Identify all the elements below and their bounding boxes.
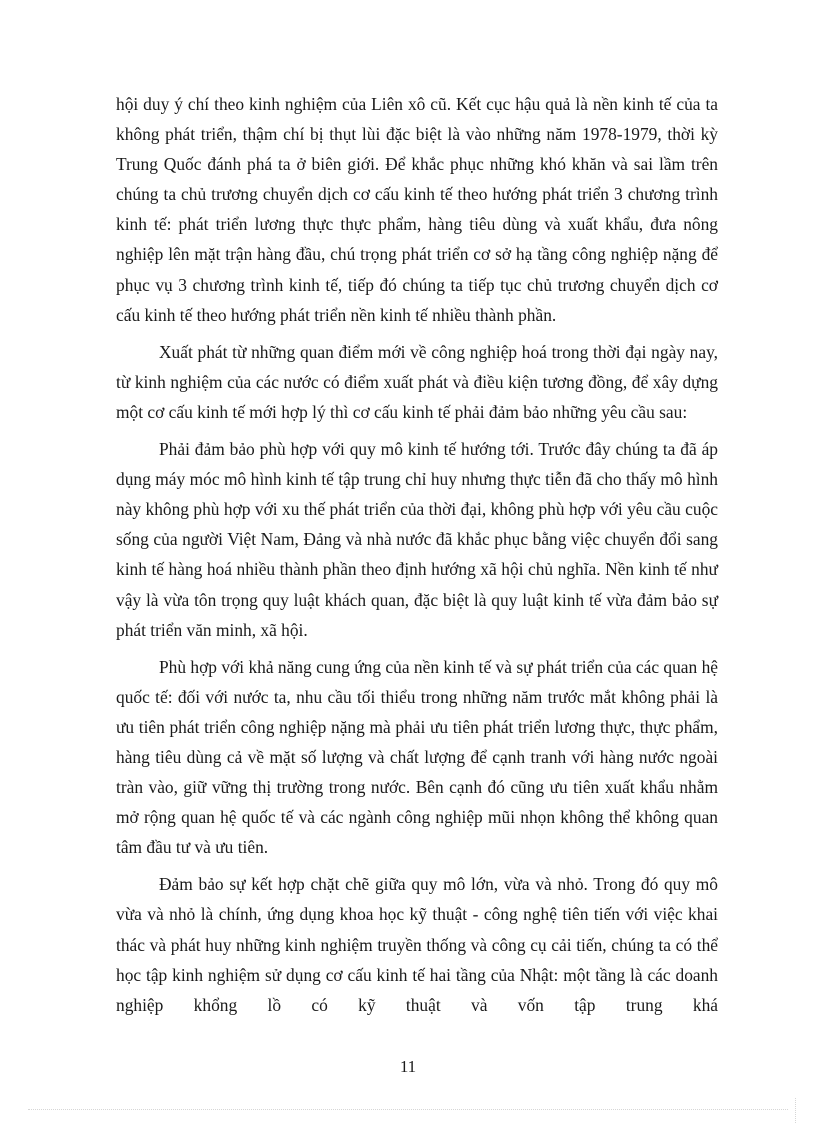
paragraph-5: Đảm bảo sự kết hợp chặt chẽ giữa quy mô lớn, vừa và nhỏ. Trong đó quy mô vừa và nhỏ là chính, ứng dụng khoa học kỹ thuật - công nghệ tiên tiến với việc khai thác và phát huy những kinh nghiệm truyền thống và công cụ cải tiến, chúng ta có thể học tập kinh nghiệm sử dụng cơ cấu kinh tế hai tầng của Nhật: một tầng là các doanh nghiệp khổng lồ có kỹ thuật và vốn tập trung khá (116, 874, 718, 1015)
footer-divider (28, 1109, 788, 1110)
page-number: 11 (399, 1057, 417, 1076)
paragraph-4: Phù hợp với khả năng cung ứng của nền kinh tế và sự phát triển của các quan hệ quốc tế: đối với nước ta, nhu cầu tối thiểu trong những năm trước mắt không phải là ưu tiên phát triển công nghiệp nặng mà phải ưu tiên phát triển lương thực, thực phẩm, hàng tiêu dùng cả về mặt số lượng và chất lượng để cạnh tranh với hàng nước ngoài tràn vào, giữ vững thị trường trong nước. Bên cạnh đó cũng ưu tiên xuất khẩu nhằm mở rộng quan hệ quốc tế và các ngành công nghiệp mũi nhọn không thể không quan tâm đầu tư và ưu tiên. (116, 656, 718, 858)
paragraph-3: Phải đảm bảo phù hợp với quy mô kinh tế hướng tới. Trước đây chúng ta đã áp dụng máy móc mô hình kinh tế tập trung chỉ huy nhưng thực tiễn đã cho thấy mô hình này không phù hợp với xu thế phát triển của thời đại, không phù hợp với yêu cầu cuộc sống của người Việt Nam, Đảng và nhà nước đã khắc phục bằng việc chuyển đổi sang kinh tế hàng hoá nhiều thành phần theo định hướng xã hội chủ nghĩa. Nền kinh tế như vậy là vừa tôn trọng quy luật khách quan, đặc biệt là quy luật kinh tế vừa đảm bảo sự phát triển văn minh, xã hội. (116, 439, 718, 640)
body-text (116, 89, 718, 1027)
paragraph-1: hội duy ý chí theo kinh nghiệm của Liên xô cũ. Kết cục hậu quả là nền kinh tế của ta không phát triển, thậm chí bị thụt lùi đặc biệt là vào những năm 1978-1979, thời kỳ Trung Quốc đánh phá ta ở biên giới. Để khắc phục những khó khăn và sai lầm trên chúng ta chủ trương chuyển dịch cơ cấu kinh tế theo hướng phát triển 3 chương trình kinh tế: phát triển lương thực thực phẩm, hàng tiêu dùng và xuất khẩu, đưa nông nghiệp lên mặt trận hàng đầu, chú trọng phát triển cơ sở hạ tầng công nghiệp nặng để phục vụ 3 chương trình kinh tế, tiếp đó chúng ta tiếp tục chủ trương chuyển dịch cơ cấu kinh tế theo hướng phát triển nền kinh tế nhiều thành phần. (116, 94, 718, 325)
footer-side-divider (795, 1098, 796, 1123)
paragraph-2: Xuất phát từ những quan điểm mới về công nghiệp hoá trong thời đại ngày nay, từ kinh nghiệm của các nước có điểm xuất phát và điều kiện tương đồng, để xây dựng một cơ cấu kinh tế mới hợp lý thì cơ cấu kinh tế phải đảm bảo những yêu cầu sau: (116, 341, 718, 422)
